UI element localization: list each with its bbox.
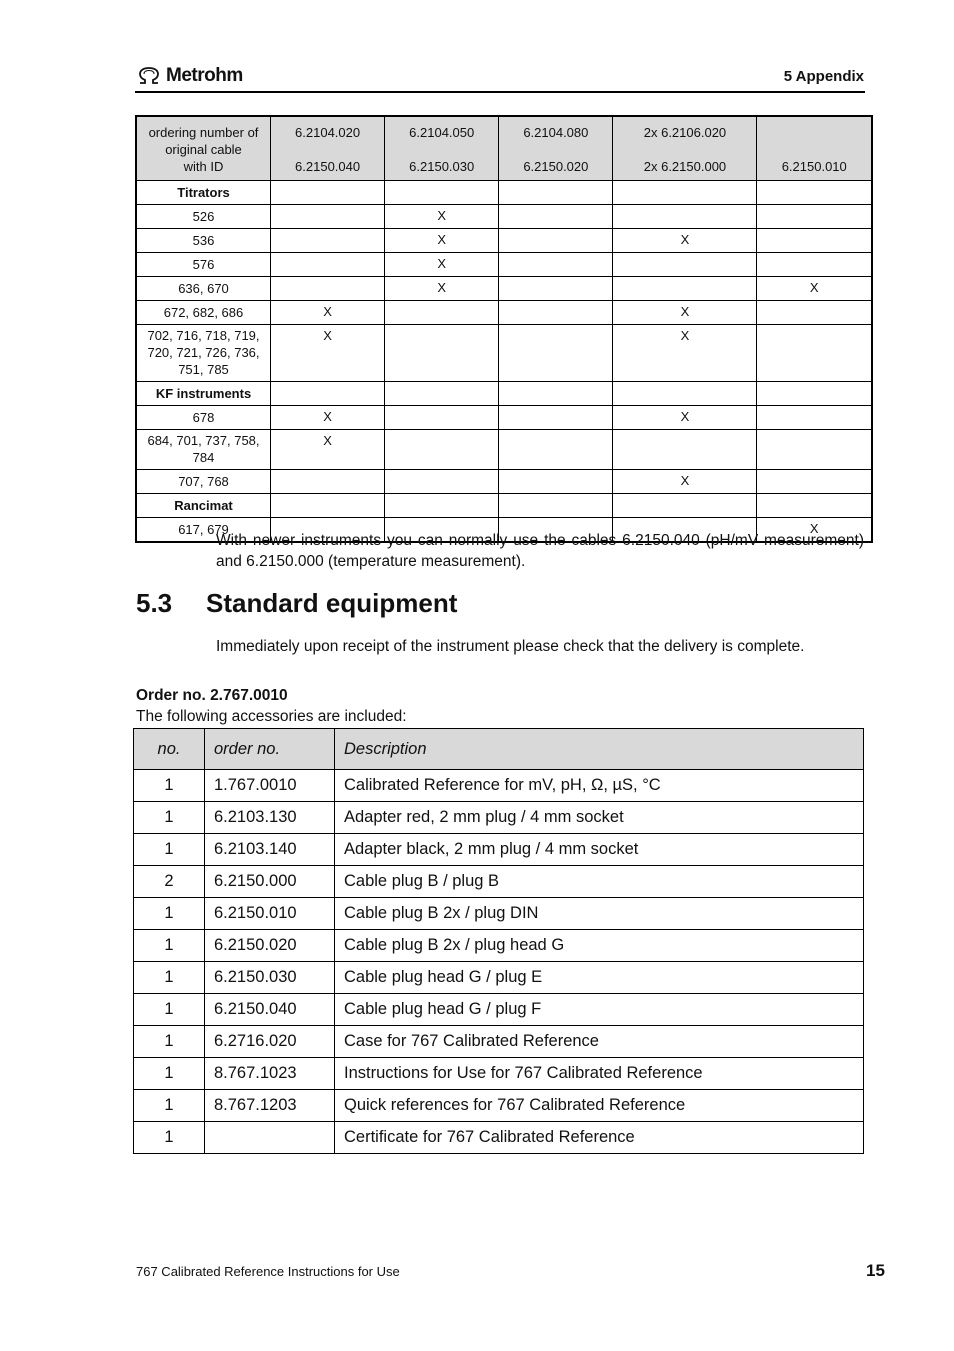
compatibility-cell: [613, 205, 757, 229]
compatibility-cell: [757, 181, 872, 205]
equipment-qty: 1: [134, 930, 205, 962]
compatibility-cell: [499, 229, 613, 253]
compatibility-cell: X: [271, 325, 385, 382]
compatibility-cell: [271, 205, 385, 229]
instrument-label: 636, 670: [136, 277, 271, 301]
compatibility-cell: [757, 301, 872, 325]
equipment-qty: 1: [134, 834, 205, 866]
equipment-row: [134, 802, 864, 834]
compatibility-cell: [613, 277, 757, 301]
instrument-label: 617, 679: [136, 518, 271, 543]
header-rule: [135, 91, 865, 93]
compatibility-cell: [271, 470, 385, 494]
cable-table-row: [136, 430, 872, 470]
equipment-row: [134, 834, 864, 866]
equipment-row: [134, 1026, 864, 1058]
instrument-label: Titrators: [136, 181, 271, 205]
compatibility-cell: X: [385, 229, 499, 253]
compatibility-cell: X: [613, 406, 757, 430]
compatibility-cell: [385, 470, 499, 494]
compatibility-cell: [757, 229, 872, 253]
equipment-description: Cable plug B / plug B: [335, 866, 864, 898]
compatibility-cell: [613, 253, 757, 277]
compatibility-cell: [385, 494, 499, 518]
cable-table-section-row: [136, 181, 872, 205]
cable-compatibility-table: [135, 115, 873, 543]
compatibility-cell: [499, 382, 613, 406]
cable-column-header: 6.2150.010: [757, 116, 872, 181]
equipment-order-no: 1.767.0010: [205, 770, 335, 802]
col-header-description: Description: [335, 729, 864, 770]
equipment-row: [134, 994, 864, 1026]
equipment-description: Cable plug head G / plug F: [335, 994, 864, 1026]
equipment-order-no: 6.2150.040: [205, 994, 335, 1026]
equipment-description: Adapter red, 2 mm plug / 4 mm socket: [335, 802, 864, 834]
instrument-label: 678: [136, 406, 271, 430]
compatibility-cell: [385, 382, 499, 406]
cable-table-corner-header: [136, 116, 271, 181]
equipment-description: Calibrated Reference for mV, pH, Ω, µS, °C: [335, 770, 864, 802]
page-number: 15: [866, 1261, 885, 1280]
footer-document-title: 767 Calibrated Reference Instructions for Use: [136, 1264, 400, 1279]
compatibility-cell: X: [613, 229, 757, 253]
col-header-order-no: order no.: [205, 729, 335, 770]
equipment-description: Cable plug head G / plug E: [335, 962, 864, 994]
compatibility-cell: [499, 325, 613, 382]
compatibility-cell: [757, 382, 872, 406]
equipment-qty: 1: [134, 802, 205, 834]
head-label-1: ordering number of original cable: [148, 125, 259, 157]
equipment-order-no: 6.2150.000: [205, 866, 335, 898]
compatibility-cell: X: [385, 277, 499, 301]
equipment-description: Case for 767 Calibrated Reference: [335, 1026, 864, 1058]
cable-table-row: [136, 406, 872, 430]
cable-table-row: [136, 325, 872, 382]
compatibility-cell: X: [271, 406, 385, 430]
equipment-order-no: 6.2150.030: [205, 962, 335, 994]
equipment-qty: 1: [134, 898, 205, 930]
compatibility-cell: X: [271, 301, 385, 325]
compatibility-cell: [499, 406, 613, 430]
compatibility-cell: [499, 205, 613, 229]
equipment-description: Adapter black, 2 mm plug / 4 mm socket: [335, 834, 864, 866]
section-number: 5.3: [136, 588, 173, 618]
brand-name: Metrohm: [166, 65, 243, 86]
compatibility-cell: [499, 494, 613, 518]
metrohm-logo: [136, 64, 243, 88]
equipment-header-row: [134, 729, 864, 770]
equipment-qty: 1: [134, 994, 205, 1026]
compatibility-cell: X: [385, 253, 499, 277]
compatibility-cell: [271, 181, 385, 205]
cable-table-section-row: [136, 494, 872, 518]
equipment-order-no: 8.767.1023: [205, 1058, 335, 1090]
equipment-row: [134, 1090, 864, 1122]
compatibility-cell: [757, 430, 872, 470]
compatibility-cell: [613, 430, 757, 470]
cable-table-row: [136, 205, 872, 229]
cable-column-header: 6.2104.020 6.2150.040: [271, 116, 385, 181]
cable-table-row: [136, 277, 872, 301]
cable-note: With newer instruments you can normally use the cables 6.2150.040 (pH/mV measurement) and 6.2150.000 (temperature measurement).: [216, 532, 864, 570]
compatibility-cell: [271, 494, 385, 518]
equipment-table: [133, 728, 864, 1154]
cable-table-section-row: [136, 382, 872, 406]
instrument-label: 526: [136, 205, 271, 229]
equipment-qty: 2: [134, 866, 205, 898]
compatibility-cell: [499, 253, 613, 277]
instrument-label: Rancimat: [136, 494, 271, 518]
cable-table-row: [136, 253, 872, 277]
equipment-row: [134, 770, 864, 802]
equipment-row: [134, 962, 864, 994]
cable-table-row: [136, 470, 872, 494]
equipment-order-no: 8.767.1203: [205, 1090, 335, 1122]
equipment-qty: 1: [134, 962, 205, 994]
intro-paragraph: Immediately upon receipt of the instrument please check that the delivery is complete.: [216, 638, 805, 655]
compatibility-cell: [385, 325, 499, 382]
compatibility-cell: X: [613, 325, 757, 382]
compatibility-cell: [757, 470, 872, 494]
equipment-description: Cable plug B 2x / plug DIN: [335, 898, 864, 930]
cable-table-row: [136, 229, 872, 253]
instrument-label: 576: [136, 253, 271, 277]
omega-logo-icon: [136, 66, 162, 86]
compatibility-cell: [271, 277, 385, 301]
section-title: Standard equipment: [206, 588, 458, 618]
order-number-label: Order no. 2.767.0010: [136, 687, 288, 704]
compatibility-cell: X: [385, 205, 499, 229]
cable-table-header-row: [136, 116, 872, 181]
instrument-label: 684, 701, 737, 758, 784: [136, 430, 271, 470]
compatibility-cell: X: [271, 430, 385, 470]
compatibility-cell: [757, 494, 872, 518]
compatibility-cell: [499, 181, 613, 205]
equipment-description: Instructions for Use for 767 Calibrated Reference: [335, 1058, 864, 1090]
included-label: The following accessories are included:: [136, 708, 407, 725]
equipment-order-no: 6.2150.020: [205, 930, 335, 962]
instrument-label: 702, 716, 718, 719, 720, 721, 726, 736, 751, 785: [136, 325, 271, 382]
equipment-order-no: 6.2103.140: [205, 834, 335, 866]
compatibility-cell: [499, 277, 613, 301]
head-label-2: with ID: [183, 159, 224, 174]
compatibility-cell: X: [757, 518, 872, 543]
cable-column-header: 6.2104.050 6.2150.030: [385, 116, 499, 181]
equipment-description: Quick references for 767 Calibrated Reference: [335, 1090, 864, 1122]
compatibility-cell: [385, 430, 499, 470]
compatibility-cell: [757, 205, 872, 229]
compatibility-cell: [271, 253, 385, 277]
compatibility-cell: [613, 382, 757, 406]
equipment-row: [134, 1122, 864, 1154]
equipment-qty: 1: [134, 1058, 205, 1090]
compatibility-cell: [385, 406, 499, 430]
compatibility-cell: [385, 181, 499, 205]
header-section-label: 5 Appendix: [783, 68, 864, 85]
cable-column-header: 6.2104.080 6.2150.020: [499, 116, 613, 181]
compatibility-cell: [757, 325, 872, 382]
compatibility-cell: X: [613, 470, 757, 494]
equipment-order-no: 6.2103.130: [205, 802, 335, 834]
equipment-order-no: 6.2150.010: [205, 898, 335, 930]
equipment-qty: 1: [134, 1122, 205, 1154]
compatibility-cell: [271, 229, 385, 253]
equipment-qty: 1: [134, 1090, 205, 1122]
compatibility-cell: [499, 470, 613, 494]
equipment-row: [134, 1058, 864, 1090]
compatibility-cell: [613, 181, 757, 205]
compatibility-cell: [499, 430, 613, 470]
equipment-qty: 1: [134, 1026, 205, 1058]
equipment-order-no: [205, 1122, 335, 1154]
equipment-row: [134, 930, 864, 962]
instrument-label: KF instruments: [136, 382, 271, 406]
cable-column-header: 2x 6.2106.020 2x 6.2150.000: [613, 116, 757, 181]
equipment-description: Certificate for 767 Calibrated Reference: [335, 1122, 864, 1154]
instrument-label: 536: [136, 229, 271, 253]
compatibility-cell: [385, 301, 499, 325]
instrument-label: 672, 682, 686: [136, 301, 271, 325]
col-header-no: no.: [134, 729, 205, 770]
section-heading: [136, 588, 457, 619]
compatibility-cell: [271, 382, 385, 406]
compatibility-cell: [613, 494, 757, 518]
cable-table-row: [136, 301, 872, 325]
compatibility-cell: [757, 253, 872, 277]
equipment-row: [134, 898, 864, 930]
equipment-row: [134, 866, 864, 898]
equipment-description: Cable plug B 2x / plug head G: [335, 930, 864, 962]
instrument-label: 707, 768: [136, 470, 271, 494]
compatibility-cell: X: [757, 277, 872, 301]
compatibility-cell: [499, 301, 613, 325]
compatibility-cell: [757, 406, 872, 430]
equipment-order-no: 6.2716.020: [205, 1026, 335, 1058]
compatibility-cell: X: [613, 301, 757, 325]
equipment-qty: 1: [134, 770, 205, 802]
